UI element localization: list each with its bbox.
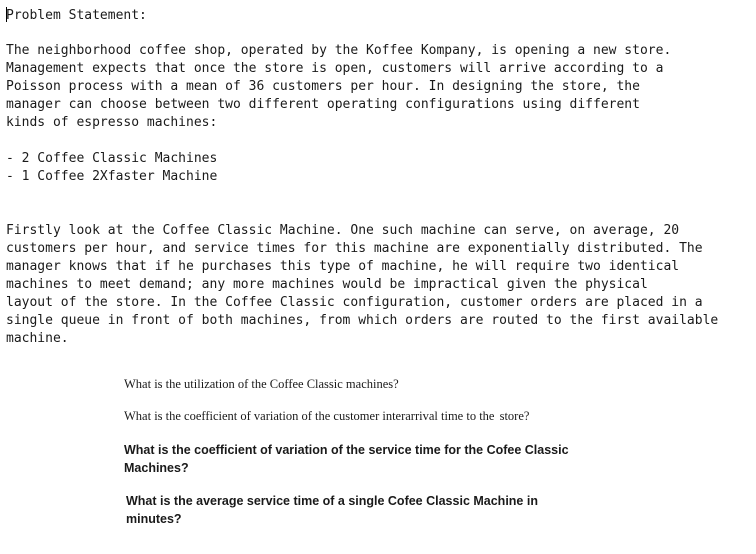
problem-statement-title [6, 7, 147, 25]
machine-options-list: - 2 Coffee Classic Machines - 1 Coffee 2Xfaster Machine [6, 151, 218, 184]
problem-statement-heading: Problem Statement: [6, 8, 147, 23]
question-interarrival-cv-text: What is the coefficient of variation of the customer interarrival time to the [124, 409, 495, 423]
question-interarrival-cv-tail: store? [499, 409, 530, 423]
intro-paragraph: The neighborhood coffee shop, operated by the Koffee Kompany, is opening a new store. Management expects that once the store is open, customers will arrive according to a Poisson process with a mean of 36 customers per hour. In designing the store, the manager can choose between two different operating configurations using different kinds of espresso machines: [6, 43, 672, 130]
question-average-service-time: What is the average service time of a single Cofee Classic Machine in minutes? [126, 494, 538, 526]
question-utilization: What is the utilization of the Coffee Classic machines? [124, 377, 399, 391]
coffee-classic-paragraph: Firstly look at the Coffee Classic Machine. One such machine can serve, on average, 20 customers per hour, and service times for this machine are exponentially distributed. The manager knows that if he purchases this type of machine, he will require two identical machines to meet demand; any more machines would be impractical given the physical layout of the store. In the Coffee Classic configuration, customer orders are placed in a single queue in front of both machines, from which orders are routed to the first available machine. [6, 223, 719, 346]
question-service-time-cv: What is the coefficient of variation of the service time for the Cofee Classic Machines? [124, 443, 569, 475]
question-interarrival-cv [124, 408, 529, 424]
